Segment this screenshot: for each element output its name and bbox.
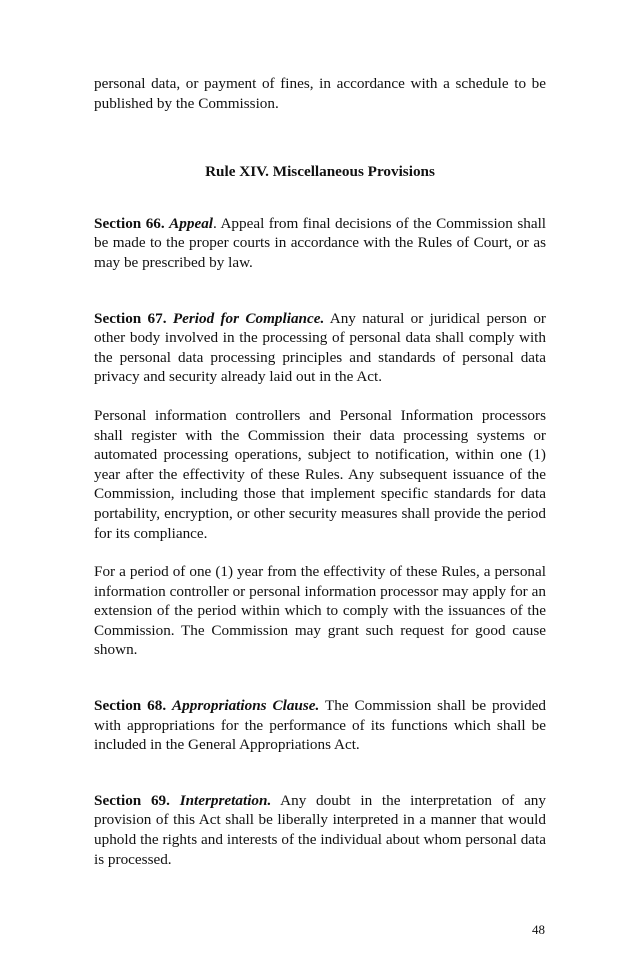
section-body: Any natural or juridical person or other body involved in the processing of personal data shall comply with the personal data processing principles and standards of personal data privacy and security already laid out in the Act.: [94, 309, 546, 386]
section-number: Section 66.: [94, 214, 165, 232]
section-67: [94, 309, 546, 387]
section-body: Any doubt in the interpretation of any provision of this Act shall be liberally interpreted in a manner that would uphold the rights and interests of the individual about whom personal data is processed.: [94, 791, 546, 868]
section-title-punctuation: .: [213, 214, 217, 232]
section-body: Appeal from final decisions of the Commission shall be made to the proper courts in accordance with the Rules of Court, or as may be prescribed by law.: [94, 214, 547, 271]
section-68: [94, 696, 546, 755]
section-number: Section 69.: [94, 791, 170, 809]
section-number: Section 67.: [94, 309, 167, 327]
section-body: The Commission shall be provided with appropriations for the performance of its functions which shall be included in the General Appropriations Act.: [94, 697, 547, 754]
section-67-paragraph-3: For a period of one (1) year from the effectivity of these Rules, a personal information controller or personal information processor may apply for an extension of the period within which to comply with the issuances of the Commission. The Commission may grant such request for good cause shown.: [94, 563, 546, 659]
section-title: Period for Compliance.: [172, 309, 325, 327]
section-67-paragraph-2: Personal information controllers and Personal Information processors shall register with the Commission their data processing systems or automated processing operations, subject to notification, within one (1) year after the effectivity of these Rules. Any subsequent issuance of the Commission, including those that implement specific standards for data portability, encryption, or other security measures shall provide the period for its compliance.: [94, 406, 546, 542]
page-content: [94, 74, 546, 869]
section-title: Interpretation.: [179, 791, 272, 809]
section-number: Section 68.: [94, 697, 167, 715]
opening-paragraph: personal data, or payment of fines, in accordance with a schedule to be published by the Commission.: [94, 75, 546, 112]
section-69: [94, 791, 546, 869]
section-title: Appeal: [169, 214, 214, 232]
page-number: 48: [532, 922, 545, 937]
rule-heading: Rule XIV. Miscellaneous Provisions: [205, 163, 435, 181]
section-66: [94, 214, 546, 273]
section-title: Appropriations Clause.: [172, 697, 320, 715]
